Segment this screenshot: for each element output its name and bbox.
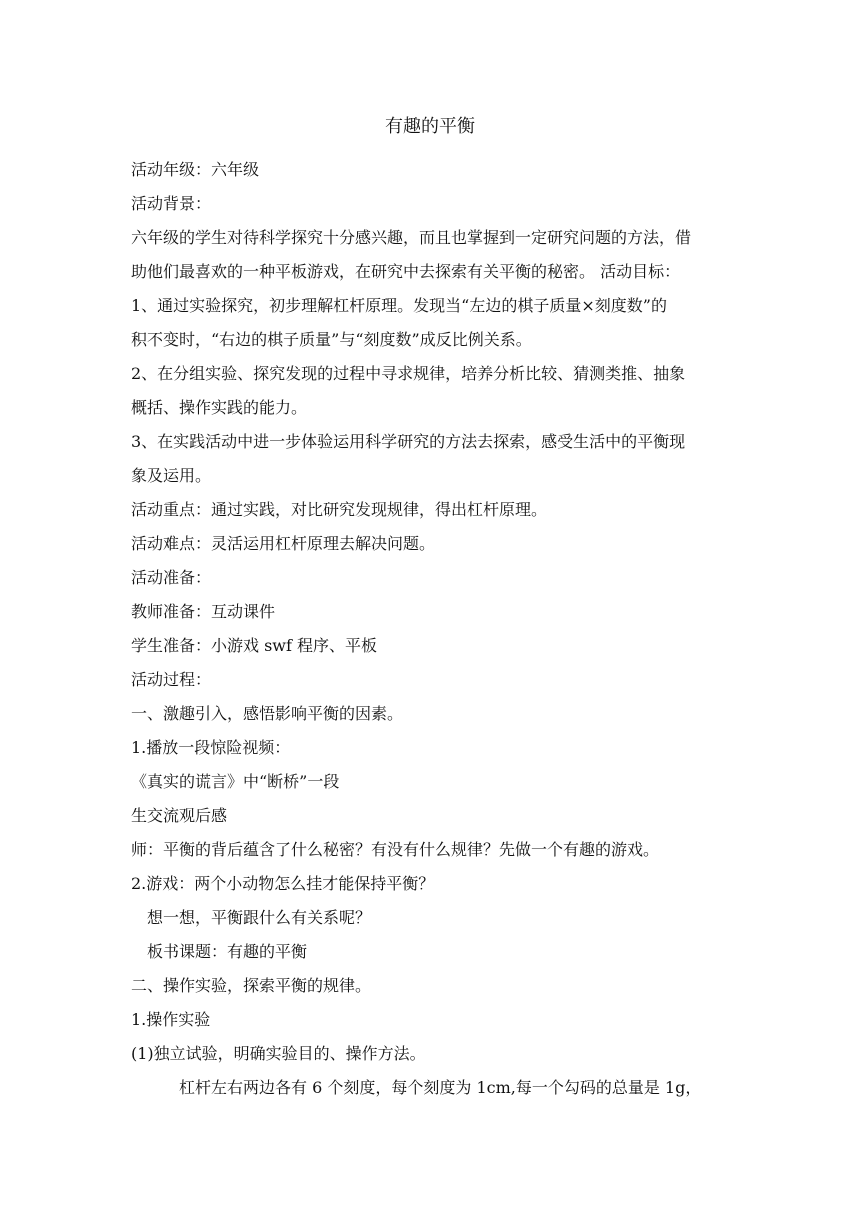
text-line: 活动重点：通过实践，对比研究发现规律，得出杠杆原理。	[131, 500, 548, 519]
text-line: 活动背景：	[131, 194, 212, 213]
text-line: 《真实的谎言》中“断桥”一段	[131, 772, 340, 791]
text-line: 教师准备：互动课件	[131, 602, 276, 621]
text-line: 生交流观后感	[131, 806, 228, 825]
text-line: 助他们最喜欢的一种平板游戏，在研究中去探索有关平衡的秘密。 活动目标：	[131, 262, 681, 281]
text-line: 想一想，平衡跟什么有关系呢？	[147, 908, 372, 927]
text-line: 活动年级：六年级	[131, 160, 260, 179]
text-line: 1.操作实验	[131, 1010, 211, 1029]
text-line: 象及运用。	[131, 466, 212, 485]
text-line: (1)独立试验，明确实验目的、操作方法。	[131, 1044, 426, 1063]
text-line: 板书课题：有趣的平衡	[147, 942, 308, 961]
text-line: 1、通过实验探究，初步理解杠杆原理。发现当“左边的棋子质量×刻度数”的	[131, 296, 667, 315]
text-line: 二、操作实验，探索平衡的规律。	[131, 976, 372, 995]
text-line: 1.播放一段惊险视频：	[131, 738, 291, 757]
text-line: 六年级的学生对待科学探究十分感兴趣，而且也掌握到一定研究问题的方法，借	[131, 228, 692, 247]
text-line: 活动准备：	[131, 568, 212, 587]
text-line: 杠杆左右两边各有 6 个刻度，每个刻度为 1cm,每一个勾码的总量是 1g，	[179, 1078, 702, 1097]
text-line: 积不变时，“右边的棋子质量”与“刻度数”成反比例关系。	[131, 330, 532, 349]
text-line: 活动过程：	[131, 670, 212, 689]
text-line: 3、在实践活动中进一步体验运用科学研究的方法去探索，感受生活中的平衡现	[131, 432, 686, 451]
text-line: 师：平衡的背后蕴含了什么秘密？有没有什么规律？先做一个有趣的游戏。	[131, 840, 660, 859]
text-line: 2、在分组实验、探究发现的过程中寻求规律，培养分析比较、猜测类推、抽象	[131, 364, 686, 383]
text-line: 活动难点：灵活运用杠杆原理去解决问题。	[131, 534, 436, 553]
text-line: 2.游戏：两个小动物怎么挂才能保持平衡？	[131, 874, 435, 893]
text-line: 概括、操作实践的能力。	[131, 398, 308, 417]
document-title: 有趣的平衡	[385, 116, 475, 137]
text-line: 一、激趣引入，感悟影响平衡的因素。	[131, 704, 404, 723]
document-body	[131, 153, 731, 1105]
text-line: 学生准备：小游戏 swf 程序、平板	[131, 636, 378, 655]
